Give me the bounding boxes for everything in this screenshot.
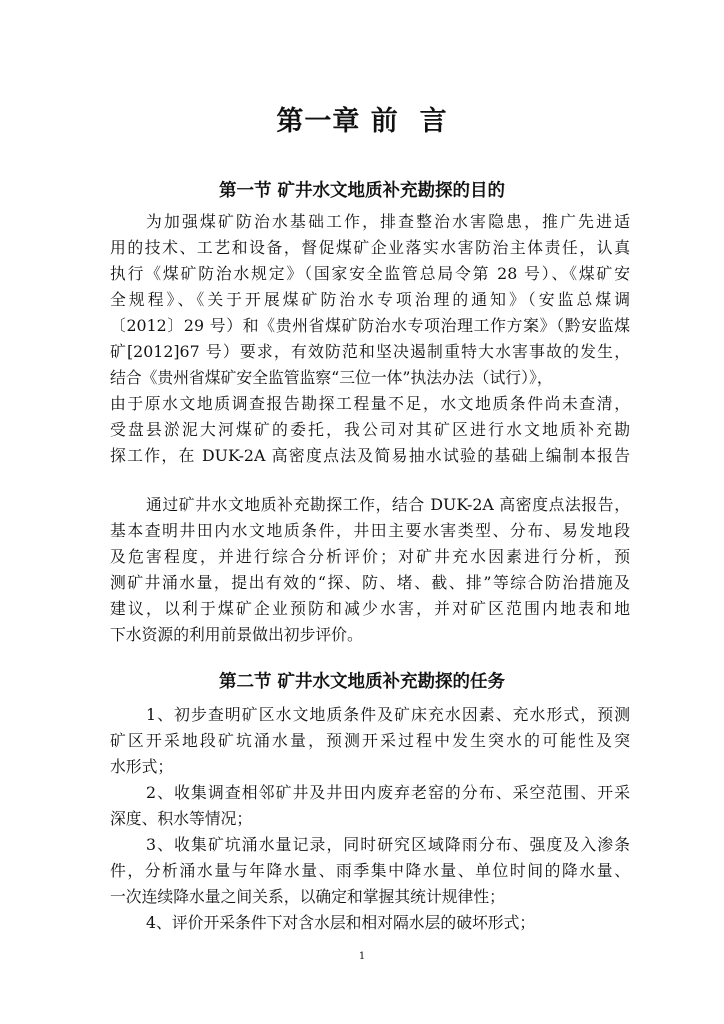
- paragraph-line: 2、收集调查相邻矿井及井田内废弃老窑的分布、采空范围、开采: [146, 783, 630, 802]
- paragraph-line: 由于原水文地质调查报告勘探工程量不足，水文地质条件尚未查清，: [110, 394, 630, 413]
- paragraph-line: 件，分析涌水量与年降水量、雨季集中降水量、单位时间的降水量、: [110, 861, 630, 880]
- paragraph-line: 深度、积水等情况；: [110, 809, 253, 828]
- paragraph-line: 为加强煤矿防治水基础工作，排查整治水害隐患，推广先进适: [146, 212, 630, 231]
- paragraph-line: 用的技术、工艺和设备，督促煤矿企业落实水害防治主体责任，认真: [110, 238, 630, 257]
- paragraph-line: 测矿井涌水量，提出有效的“探、防、堵、截、排”等综合防治措施及: [110, 573, 630, 592]
- paragraph-line: 1、初步查明矿区水文地质条件及矿床充水因素、充水形式，预测: [146, 705, 630, 724]
- paragraph-line: 4、评价开采条件下对含水层和相对隔水层的破坏形式；: [146, 913, 536, 932]
- paragraph-line: 结合《贵州省煤矿安全监管监察“三位一体”执法办法（试行）》，: [110, 368, 553, 387]
- section-1-title: 第一节 矿井水文地质补充勘探的目的: [218, 181, 506, 201]
- paragraph-line: 下水资源的利用前景做出初步评价。: [110, 625, 363, 644]
- chapter-title: 第一章 前 言: [276, 106, 448, 137]
- paragraph-line: 水形式；: [110, 757, 174, 776]
- paragraph-line: 通过矿井水文地质补充勘探工作，结合 DUK-2A 高密度点法报告，: [146, 495, 630, 514]
- paragraph-line: 3、收集矿坑涌水量记录，同时研究区域降雨分布、强度及入渗条: [146, 835, 630, 854]
- page-number: 1: [358, 951, 366, 962]
- paragraph-line: 〔2012〕29 号）和《贵州省煤矿防治水专项治理工作方案》（黔安监煤: [110, 316, 630, 335]
- paragraph-line: 执行《煤矿防治水规定》（国家安全监管总局令第 28 号）、《煤矿安: [110, 264, 630, 283]
- paragraph-line: 受盘县淤泥大河煤矿的委托，我公司对其矿区进行水文地质补充勘: [110, 420, 630, 439]
- paragraph-line: 矿区开采地段矿坑涌水量，预测开采过程中发生突水的可能性及突: [110, 731, 630, 750]
- paragraph-line: 建议，以利于煤矿企业预防和减少水害，并对矿区范围内地表和地: [110, 599, 630, 618]
- paragraph-line: 全规程》、《关于开展煤矿防治水专项治理的通知》（安监总煤调: [110, 290, 630, 309]
- paragraph-line: 探工作，在 DUK-2A 高密度点法及简易抽水试验的基础上编制本报告: [110, 446, 630, 465]
- paragraph-line: 矿[2012]67 号）要求，有效防范和坚决遏制重特大水害事故的发生，: [110, 342, 630, 361]
- paragraph-line: 一次连续降水量之间关系，以确定和掌握其统计规律性；: [110, 887, 505, 906]
- paragraph-line: 基本查明井田内水文地质条件，井田主要水害类型、分布、易发地段: [110, 521, 630, 540]
- paragraph-line: 及危害程度，并进行综合分析评价；对矿井充水因素进行分析，预: [110, 547, 630, 566]
- section-2-title: 第二节 矿井水文地质补充勘探的任务: [218, 672, 506, 692]
